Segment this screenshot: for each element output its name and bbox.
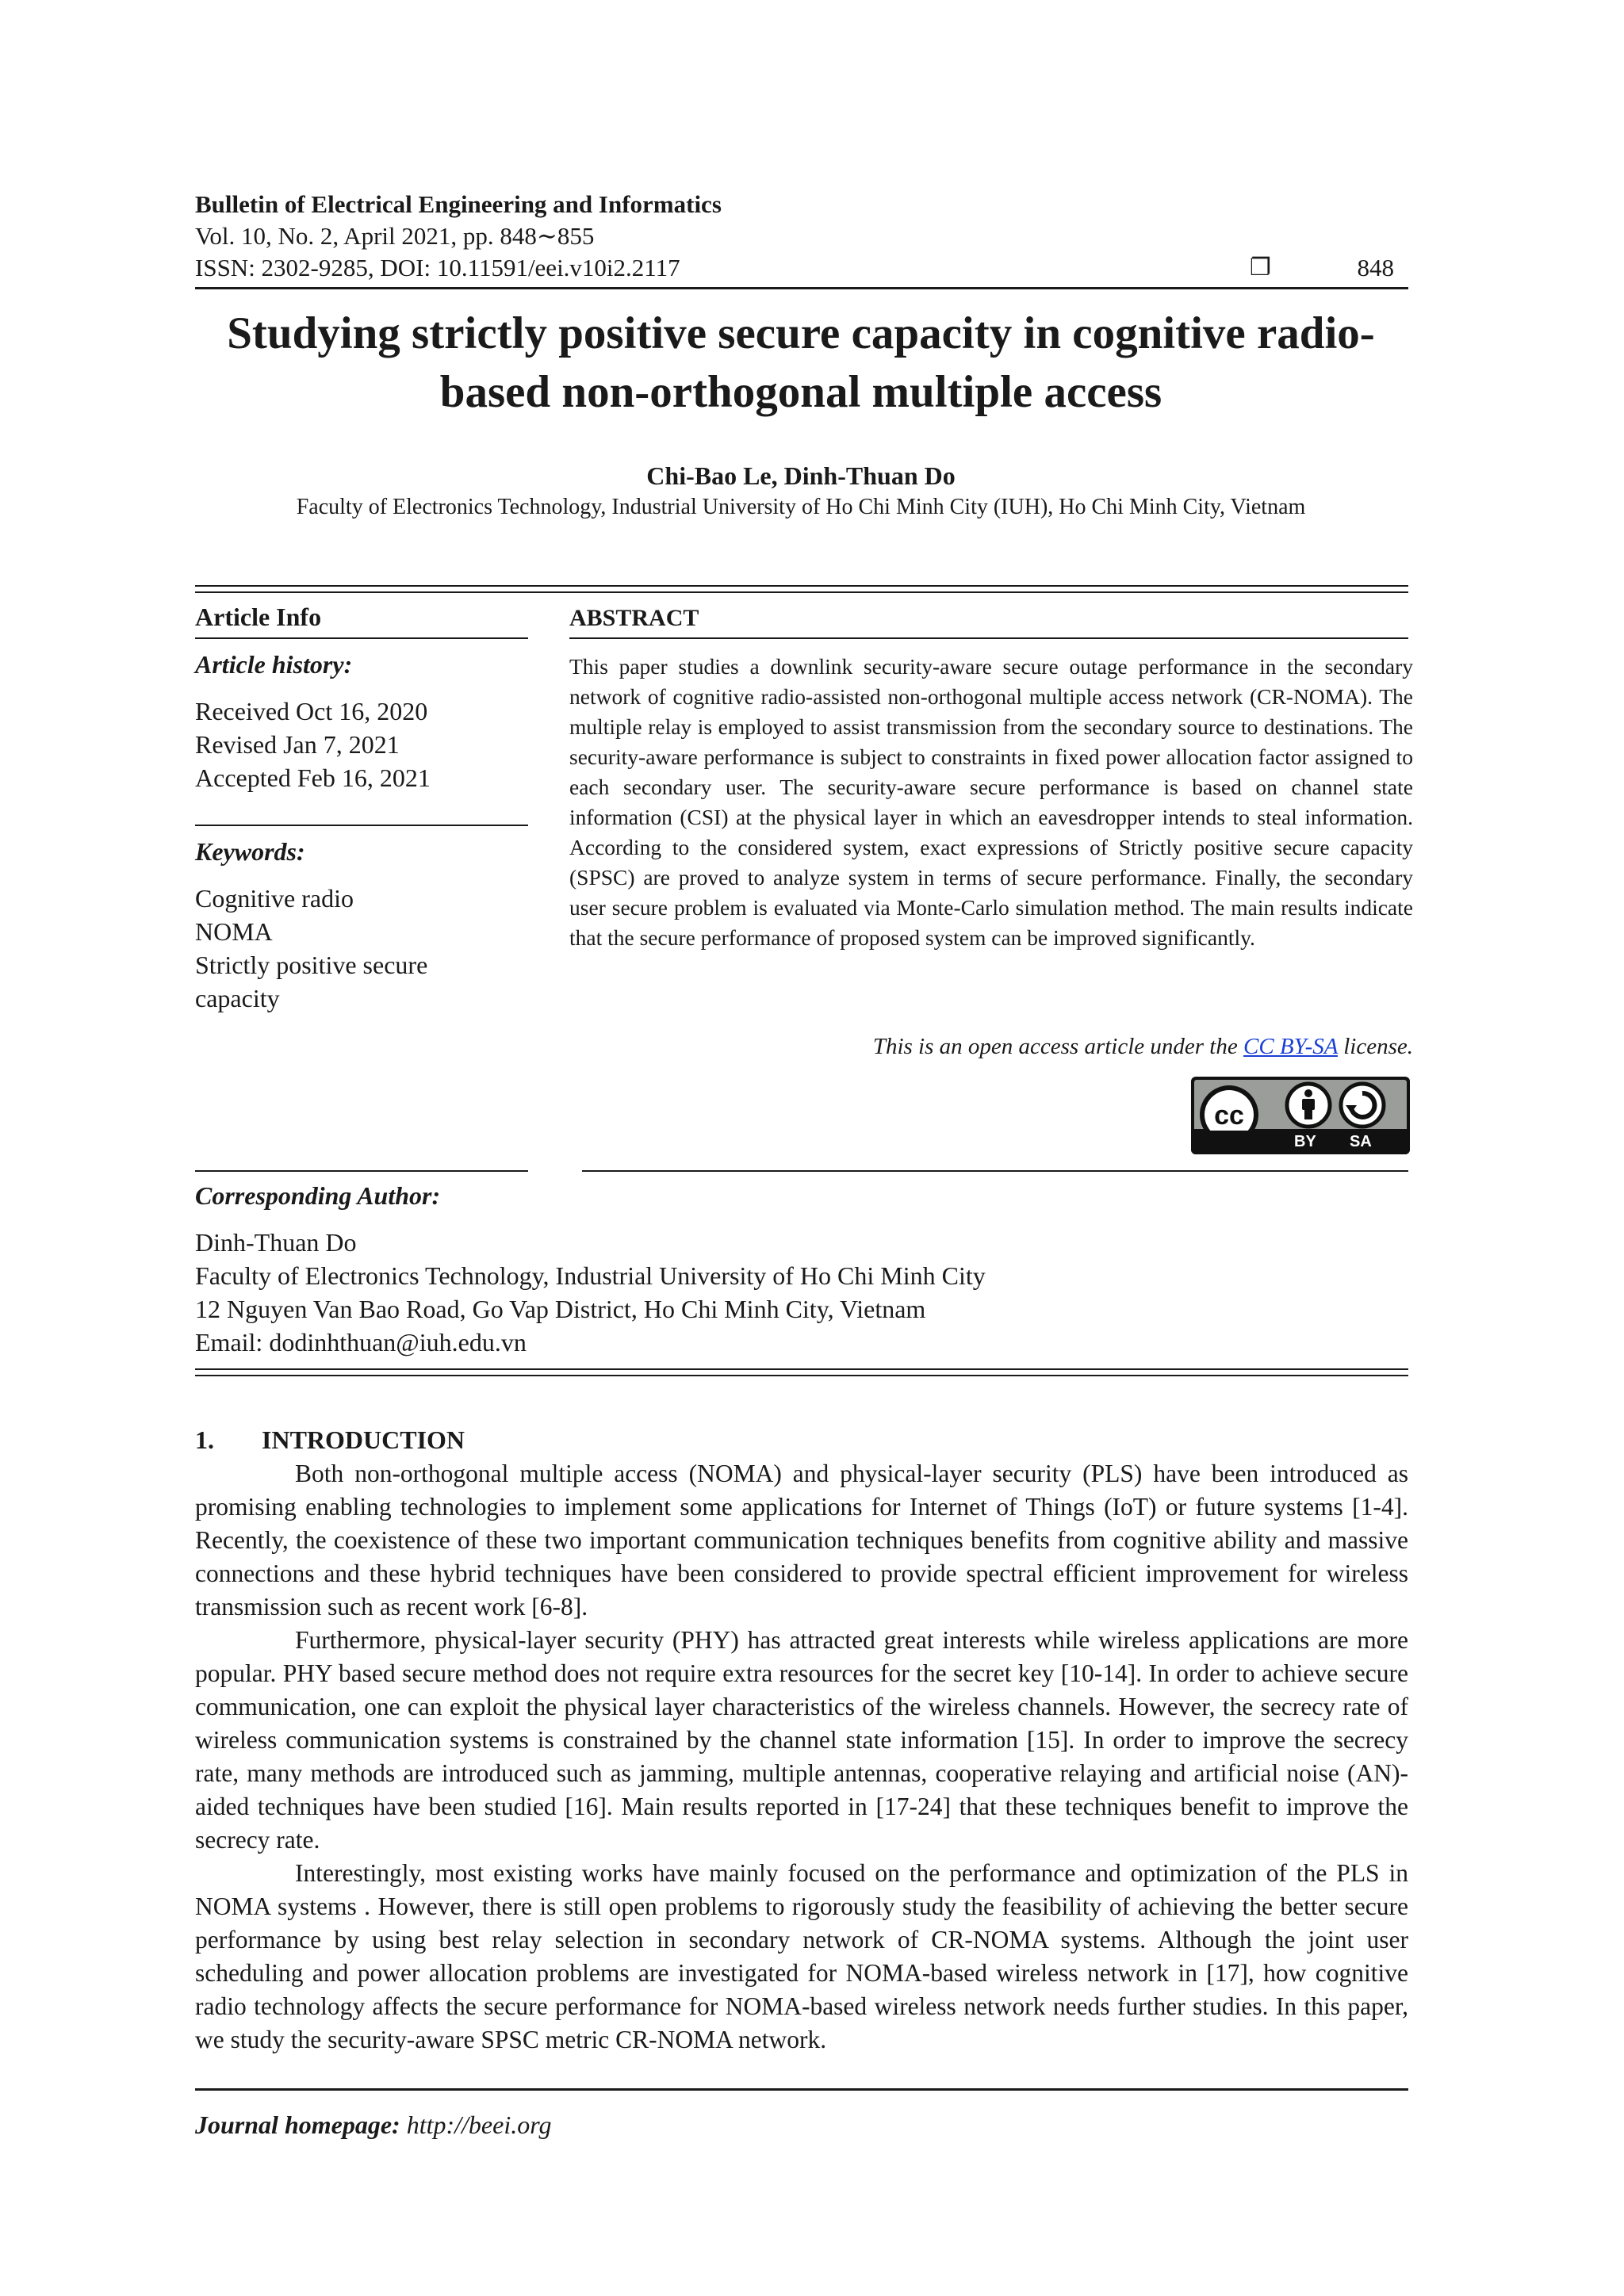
abstract-text: This paper studies a downlink security-aware secure outage performance in the secondary network of cognitive radio-assisted non-orthogonal multiple access network (CR-NOMA). The multiple relay is employed to assist transmission from the secondary source to destinations. The security-aware performance is subject to constraints in fixed power allocation factor assigned to each secondary user. The security-aware secure performance is based on channel state information (CSI) at the physical layer in which an eavesdropper intends to steal information. According to the considered system, exact expressions of Strictly positive secure capacity (SPSC) are proved to analyze system in terms of secure performance. Finally, the secondary user secure problem is evaluated via Monte-Carlo simulation method. The main results indicate that the secure performance of proposed system can be improved significantly.	[569, 654, 1413, 950]
article-history-heading: Article history:	[195, 650, 353, 679]
top-double-rule-2	[195, 591, 1408, 593]
corr-double-rule-1	[195, 1368, 1408, 1370]
cc-text: cc	[1214, 1100, 1244, 1131]
keyword-item: capacity	[195, 984, 280, 1012]
corresponding-author-dept: Faculty of Electronics Technology, Industrial University of Ho Chi Minh City	[195, 1261, 986, 1290]
paragraph: Furthermore, physical-layer security (PHY) has attracted great interests while wireless applications are more popular. PHY based secure method does not require extra resources for the secret key [10-14]. In order to achieve secure communication, one can exploit the physical layer characteristics of the wireless channels. However, the secrecy rate of wireless communication systems is constrained by the channel state information [15]. In order to improve the secrecy rate, many methods are introduced such as jamming, multiple antennas, cooperative relaying and artificial noise (AN)-aided techniques have been studied [16]. Main results reported in [17-24] that these techniques benefit to improve the secrecy rate.	[195, 1626, 1408, 1854]
footer-rule	[195, 2088, 1408, 2091]
left-bottom-rule	[195, 1170, 528, 1172]
badge-by-label: BY	[1294, 1133, 1316, 1150]
section-title: INTRODUCTION	[262, 1425, 465, 1454]
license-prefix: This is an open access article under the	[872, 1034, 1238, 1059]
paragraph: Interestingly, most existing works have mainly focused on the performance and optimization of the PLS in NOMA systems . However, there is still open problems to rigorously study the feasibility of achieving the better secure performance by using best relay selection in secondary network of CR-NOMA systems. Although the joint user scheduling and power allocation problems are investigated for NOMA-based wireless network in [17], how cognitive radio technology affects the secure performance for NOMA-based wireless network needs further studies. In this paper, we study the security-aware SPSC metric CR-NOMA network.	[195, 1859, 1408, 2053]
journal-homepage	[195, 2109, 551, 2141]
accepted-date: Accepted Feb 16, 2021	[195, 763, 431, 792]
cc-by-sa-badge-icon[interactable]	[1191, 1077, 1410, 1154]
history-rule	[195, 825, 528, 826]
paragraph: Both non-orthogonal multiple access (NOMA) and physical-layer security (PLS) have been introduced as promising enabling technologies to implement some applications for Internet of Things (IoT) or future systems [1-4]. Recently, the coexistence of these two important communication techniques benefits from cognitive ability and massive connections and these hybrid techniques have been considered to provide spectral efficient improvement for wireless transmission such as recent work [6-8].	[195, 1460, 1408, 1621]
homepage-url[interactable]: http://beei.org	[406, 2110, 552, 2139]
corresponding-author-heading: Corresponding Author:	[195, 1181, 441, 1210]
keyword-item: NOMA	[195, 917, 273, 946]
corr-double-rule-2	[195, 1375, 1408, 1376]
keyword-item: Strictly positive secure	[195, 951, 428, 979]
license-note	[569, 1031, 1413, 1062]
badge-sa-label: SA	[1350, 1133, 1372, 1150]
corresponding-author-email: Email: dodinhthuan@iuh.edu.vn	[195, 1328, 527, 1357]
top-double-rule-1	[195, 585, 1408, 587]
article-info-heading: Article Info	[195, 603, 322, 631]
article-info-rule	[195, 637, 528, 639]
cc-by-sa-link[interactable]: CC BY-SA	[1243, 1034, 1338, 1059]
corresponding-author-address: 12 Nguyen Van Bao Road, Go Vap District, Ho Chi Minh City, Vietnam	[195, 1295, 926, 1323]
author-affiliation: Faculty of Electronics Technology, Industrial University of Ho Chi Minh City (IUH), Ho Chi Minh City, Vietnam	[296, 495, 1306, 519]
homepage-label: Journal homepage:	[195, 2110, 400, 2139]
section-heading-introduction	[195, 1424, 465, 1456]
paper-authors: Chi-Bao Le, Dinh-Thuan Do	[646, 461, 956, 490]
box-icon: ❐	[1250, 254, 1271, 281]
journal-issn-doi: ISSN: 2302-9285, DOI: 10.11591/eei.v10i2.2117	[195, 254, 680, 281]
introduction-body	[195, 1457, 1408, 2057]
header-rule	[195, 287, 1408, 289]
license-suffix: license.	[1343, 1034, 1413, 1059]
journal-volume: Vol. 10, No. 2, April 2021, pp. 848∼855	[195, 222, 595, 250]
attribution-person-icon	[1285, 1081, 1332, 1129]
right-bottom-rule	[582, 1170, 1408, 1172]
corresponding-author-name: Dinh-Thuan Do	[195, 1228, 357, 1257]
received-date: Received Oct 16, 2020	[195, 697, 428, 725]
share-alike-icon	[1339, 1081, 1386, 1129]
section-number: 1.	[195, 1425, 214, 1454]
abstract-rule	[569, 637, 1408, 639]
paper-title: Studying strictly positive secure capacity in cognitive radio-based non-orthogonal multiple access	[227, 308, 1375, 417]
keyword-item: Cognitive radio	[195, 884, 354, 913]
journal-name: Bulletin of Electrical Engineering and Informatics	[195, 190, 722, 218]
page-number: 848	[1357, 254, 1394, 281]
keywords-heading: Keywords:	[195, 837, 305, 866]
abstract-heading: ABSTRACT	[569, 605, 699, 631]
revised-date: Revised Jan 7, 2021	[195, 730, 400, 759]
